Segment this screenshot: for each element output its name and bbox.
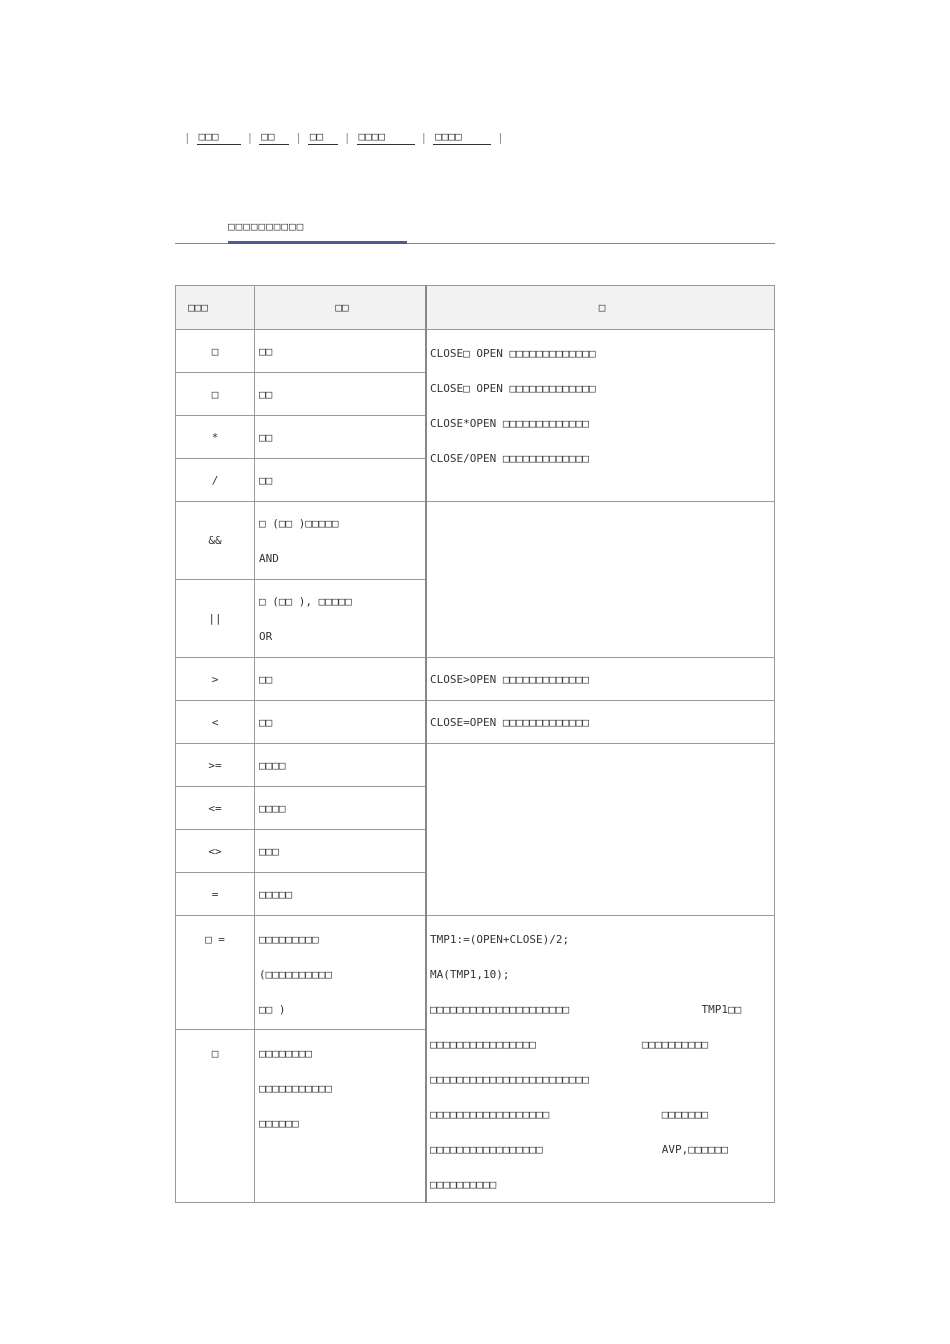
table-row bbox=[176, 658, 775, 701]
description-cell: □□ bbox=[255, 459, 427, 502]
description-line: □ (□□ )□□□□□ bbox=[259, 516, 339, 530]
example-line: MA(TMP1,10); bbox=[430, 968, 510, 981]
description-line: (□□□□□□□□□□ bbox=[259, 968, 332, 981]
nav-separator: | bbox=[420, 131, 428, 144]
nav-link-5[interactable]: □□□□ bbox=[433, 130, 491, 145]
operator-cell: □ = bbox=[176, 916, 255, 1030]
table-row bbox=[176, 330, 775, 373]
example-line: □□□□□□□□□□□□□□□□□ AVP,□□□□□□ bbox=[430, 1143, 729, 1156]
description-cell: □□ bbox=[255, 330, 427, 373]
operator-cell: || bbox=[176, 580, 255, 658]
example-line: □□□□□□□□□□□□□□□□□□□□□ TMP1□□ bbox=[430, 1003, 742, 1016]
description-line: □□□□□□□□ bbox=[259, 1046, 312, 1060]
example-cell-empty bbox=[426, 744, 775, 916]
operator-cell: >= bbox=[176, 744, 255, 787]
header-description: □□ bbox=[255, 286, 427, 330]
description-line: □□□□□□□□□ bbox=[259, 933, 319, 946]
operator-cell: <= bbox=[176, 787, 255, 830]
nav-separator: | bbox=[497, 131, 504, 144]
description-cell: □□□□□ bbox=[255, 873, 427, 916]
operator-cell: □ bbox=[176, 1029, 255, 1202]
operator-cell: < bbox=[176, 701, 255, 744]
description-cell bbox=[255, 916, 427, 1030]
description-line: □□ ) bbox=[259, 1003, 286, 1016]
operator-cell: && bbox=[176, 502, 255, 580]
description-cell: □□ bbox=[255, 658, 427, 701]
example-line: TMP1:=(OPEN+CLOSE)/2; bbox=[430, 933, 570, 946]
description-line: OR bbox=[259, 629, 273, 643]
description-cell bbox=[255, 580, 427, 658]
example-cell-empty bbox=[426, 502, 775, 658]
table-header-row bbox=[176, 286, 775, 330]
nav-separator: | bbox=[343, 131, 351, 144]
table-row bbox=[176, 744, 775, 787]
nav-link-3[interactable]: □□ bbox=[308, 130, 338, 145]
operator-cell: □ bbox=[176, 373, 255, 416]
nav-separator: | bbox=[246, 131, 254, 144]
description-cell bbox=[255, 1029, 427, 1202]
operator-cell: > bbox=[176, 658, 255, 701]
header-operator: □□□ bbox=[176, 286, 255, 330]
nav-link-2[interactable]: □□ bbox=[259, 130, 289, 145]
example-cell: CLOSE=OPEN □□□□□□□□□□□□□ bbox=[426, 701, 775, 744]
example-line: □□□□□□□□□□ bbox=[430, 1178, 497, 1191]
example-line: CLOSE□ OPEN □□□□□□□□□□□□□ bbox=[430, 347, 596, 360]
description-cell: □□□□ bbox=[255, 744, 427, 787]
operator-cell: * bbox=[176, 416, 255, 459]
example-line: □□□□□□□□□□□□□□□□□□ □□□□□□□ bbox=[430, 1108, 709, 1121]
operator-cell: = bbox=[176, 873, 255, 916]
example-cell-arithmetic bbox=[426, 330, 775, 502]
operator-table bbox=[175, 285, 775, 1203]
operator-cell: □ bbox=[176, 330, 255, 373]
nav-separator: | bbox=[184, 131, 191, 144]
operator-cell: / bbox=[176, 459, 255, 502]
description-line: □□□□□□□□□□□ bbox=[259, 1081, 332, 1095]
example-cell: CLOSE>OPEN □□□□□□□□□□□□□ bbox=[426, 658, 775, 701]
table-row bbox=[176, 916, 775, 1030]
description-cell: □□□ bbox=[255, 830, 427, 873]
table-row bbox=[176, 502, 775, 580]
example-line: □□□□□□□□□□□□□□□□□□□□□□□□ bbox=[430, 1073, 589, 1086]
description-cell: □□ bbox=[255, 701, 427, 744]
operator-cell: <> bbox=[176, 830, 255, 873]
description-cell: □□ bbox=[255, 416, 427, 459]
example-line: CLOSE□ OPEN □□□□□□□□□□□□□ bbox=[430, 382, 596, 395]
nav-link-4[interactable]: □□□□ bbox=[357, 130, 415, 145]
description-cell: □□□□ bbox=[255, 787, 427, 830]
description-line: □ (□□ ), □□□□□ bbox=[259, 594, 352, 608]
description-cell bbox=[255, 502, 427, 580]
example-line: CLOSE/OPEN □□□□□□□□□□□□□ bbox=[430, 452, 589, 465]
section-title: □□□□□□□□□□ bbox=[228, 220, 305, 233]
header-example: □ bbox=[426, 286, 775, 330]
top-nav bbox=[178, 130, 510, 145]
nav-link-1[interactable]: □□□ bbox=[197, 130, 241, 145]
nav-separator: | bbox=[295, 131, 302, 144]
example-line: CLOSE*OPEN □□□□□□□□□□□□□ bbox=[430, 417, 589, 430]
description-line: □□□□□□ bbox=[259, 1116, 299, 1130]
title-divider-accent bbox=[228, 241, 407, 244]
example-cell-assignment bbox=[426, 916, 775, 1203]
example-line: □□□□□□□□□□□□□□□□ □□□□□□□□□□ bbox=[430, 1038, 709, 1051]
description-line: AND bbox=[259, 551, 279, 565]
table-row bbox=[176, 701, 775, 744]
description-cell: □□ bbox=[255, 373, 427, 416]
